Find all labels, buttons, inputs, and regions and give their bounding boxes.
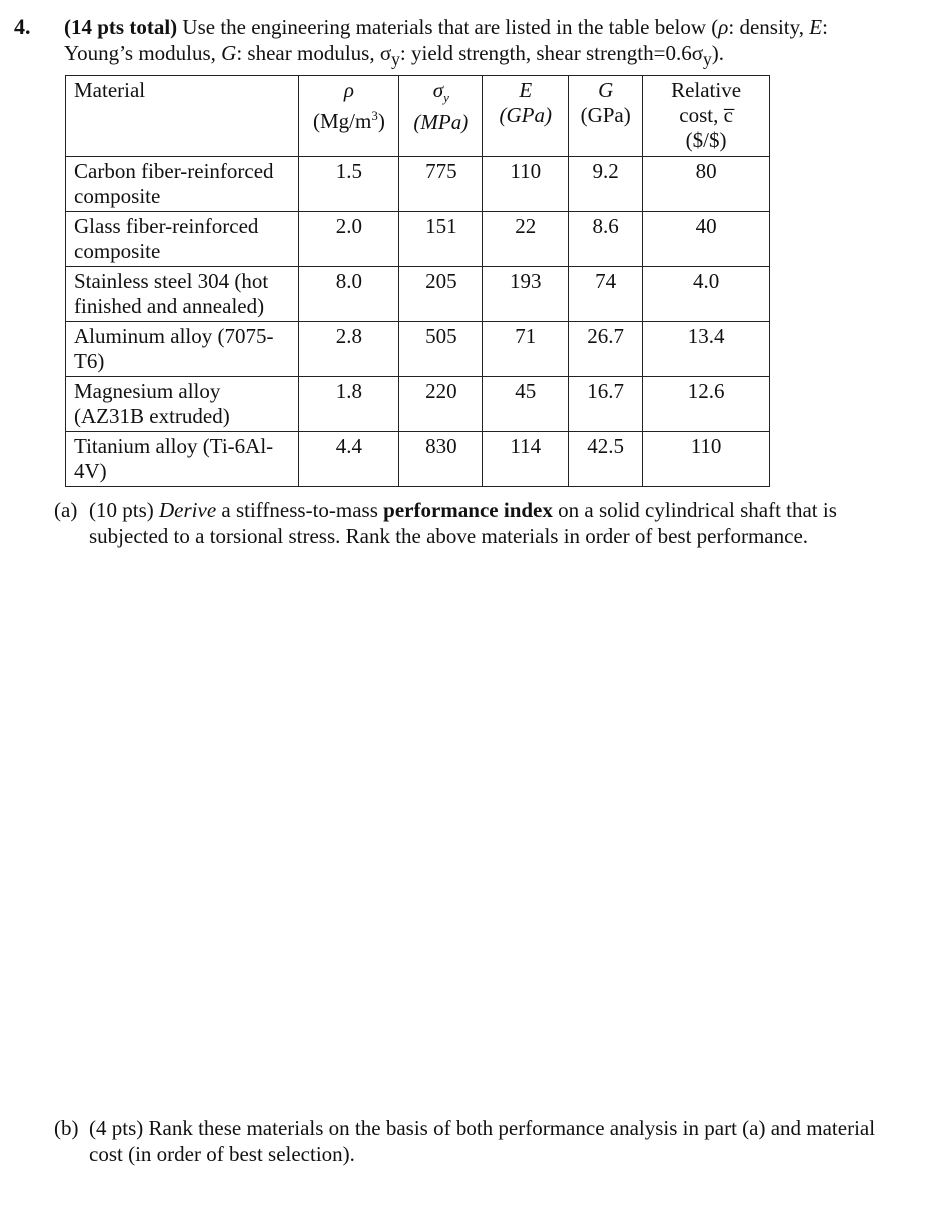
density-value: 1.8 bbox=[299, 377, 399, 432]
part-a bbox=[54, 497, 914, 549]
relative-cost-value: 12.6 bbox=[643, 377, 770, 432]
table-row bbox=[66, 267, 770, 322]
yield-strength-value: 775 bbox=[399, 157, 483, 212]
header-relative-cost: Relative cost, c̅ ($/$) bbox=[643, 76, 770, 157]
youngs-modulus-value: 193 bbox=[483, 267, 569, 322]
header-yield-strength: $\sigma_y$ (MPa) bbox=[399, 76, 483, 157]
material-name: Glass fiber-reinforced composite bbox=[66, 212, 299, 267]
yield-strength-value: 830 bbox=[399, 432, 483, 487]
header-material: Material bbox=[66, 76, 299, 157]
youngs-modulus-value: 110 bbox=[483, 157, 569, 212]
question-number: 4. bbox=[14, 14, 31, 39]
youngs-modulus-value: 45 bbox=[483, 377, 569, 432]
density-value: 8.0 bbox=[299, 267, 399, 322]
yield-strength-value: 505 bbox=[399, 322, 483, 377]
shear-modulus-value: 8.6 bbox=[569, 212, 643, 267]
table-row bbox=[66, 432, 770, 487]
relative-cost-value: 40 bbox=[643, 212, 770, 267]
shear-modulus-value: 74 bbox=[569, 267, 643, 322]
question-intro: (14 pts total) Use the engineering materials that are listed in the table below (ρ: density, E: Young’s modulus, G: shear modulus, $\sigma_y$: yield strength, shear $strength=0.6\sigma_y$). bbox=[64, 15, 828, 70]
header-shear-modulus: G (GPa) bbox=[569, 76, 643, 157]
part-b bbox=[54, 1115, 914, 1167]
part-b-text: (4 pts) Rank these materials on the basis of both performance analysis in part (a) and material cost (in order of best selection). bbox=[89, 1116, 876, 1166]
youngs-modulus-value: 71 bbox=[483, 322, 569, 377]
yield-strength-value: 151 bbox=[399, 212, 483, 267]
material-name: Carbon fiber-reinforced composite bbox=[66, 157, 299, 212]
relative-cost-value: 13.4 bbox=[643, 322, 770, 377]
part-a-label: (a) bbox=[54, 498, 78, 522]
yield-strength-value: 220 bbox=[399, 377, 483, 432]
shear-modulus-value: 42.5 bbox=[569, 432, 643, 487]
density-value: 2.0 bbox=[299, 212, 399, 267]
shear-modulus-value: 9.2 bbox=[569, 157, 643, 212]
youngs-modulus-value: 22 bbox=[483, 212, 569, 267]
material-name: Magnesium alloy (AZ31B extruded) bbox=[66, 377, 299, 432]
table-row bbox=[66, 377, 770, 432]
relative-cost-value: 80 bbox=[643, 157, 770, 212]
shear-modulus-value: 16.7 bbox=[569, 377, 643, 432]
material-name: Aluminum alloy (7075- T6) bbox=[66, 322, 299, 377]
density-value: 1.5 bbox=[299, 157, 399, 212]
density-value: 2.8 bbox=[299, 322, 399, 377]
header-youngs-modulus: E (GPa) bbox=[483, 76, 569, 157]
table-row bbox=[66, 322, 770, 377]
part-a-text: (10 pts) Derive a stiffness-to-mass performance index on a solid cylindrical shaft that is subjected to a torsional stress. Rank the above materials in order of best performance. bbox=[89, 498, 837, 548]
table-row bbox=[66, 212, 770, 267]
table-row bbox=[66, 157, 770, 212]
material-name: Titanium alloy (Ti-6Al- 4V) bbox=[66, 432, 299, 487]
table-header-row bbox=[66, 76, 770, 157]
youngs-modulus-value: 114 bbox=[483, 432, 569, 487]
shear-modulus-value: 26.7 bbox=[569, 322, 643, 377]
relative-cost-value: 4.0 bbox=[643, 267, 770, 322]
part-b-label: (b) bbox=[54, 1116, 79, 1140]
material-name: Stainless steel 304 (hot finished and annealed) bbox=[66, 267, 299, 322]
relative-cost-value: 110 bbox=[643, 432, 770, 487]
density-value: 4.4 bbox=[299, 432, 399, 487]
yield-strength-value: 205 bbox=[399, 267, 483, 322]
question-points: (14 pts total) bbox=[64, 15, 178, 39]
header-density: ρ $(Mg/m^3)$ bbox=[299, 76, 399, 157]
materials-table bbox=[65, 75, 770, 487]
